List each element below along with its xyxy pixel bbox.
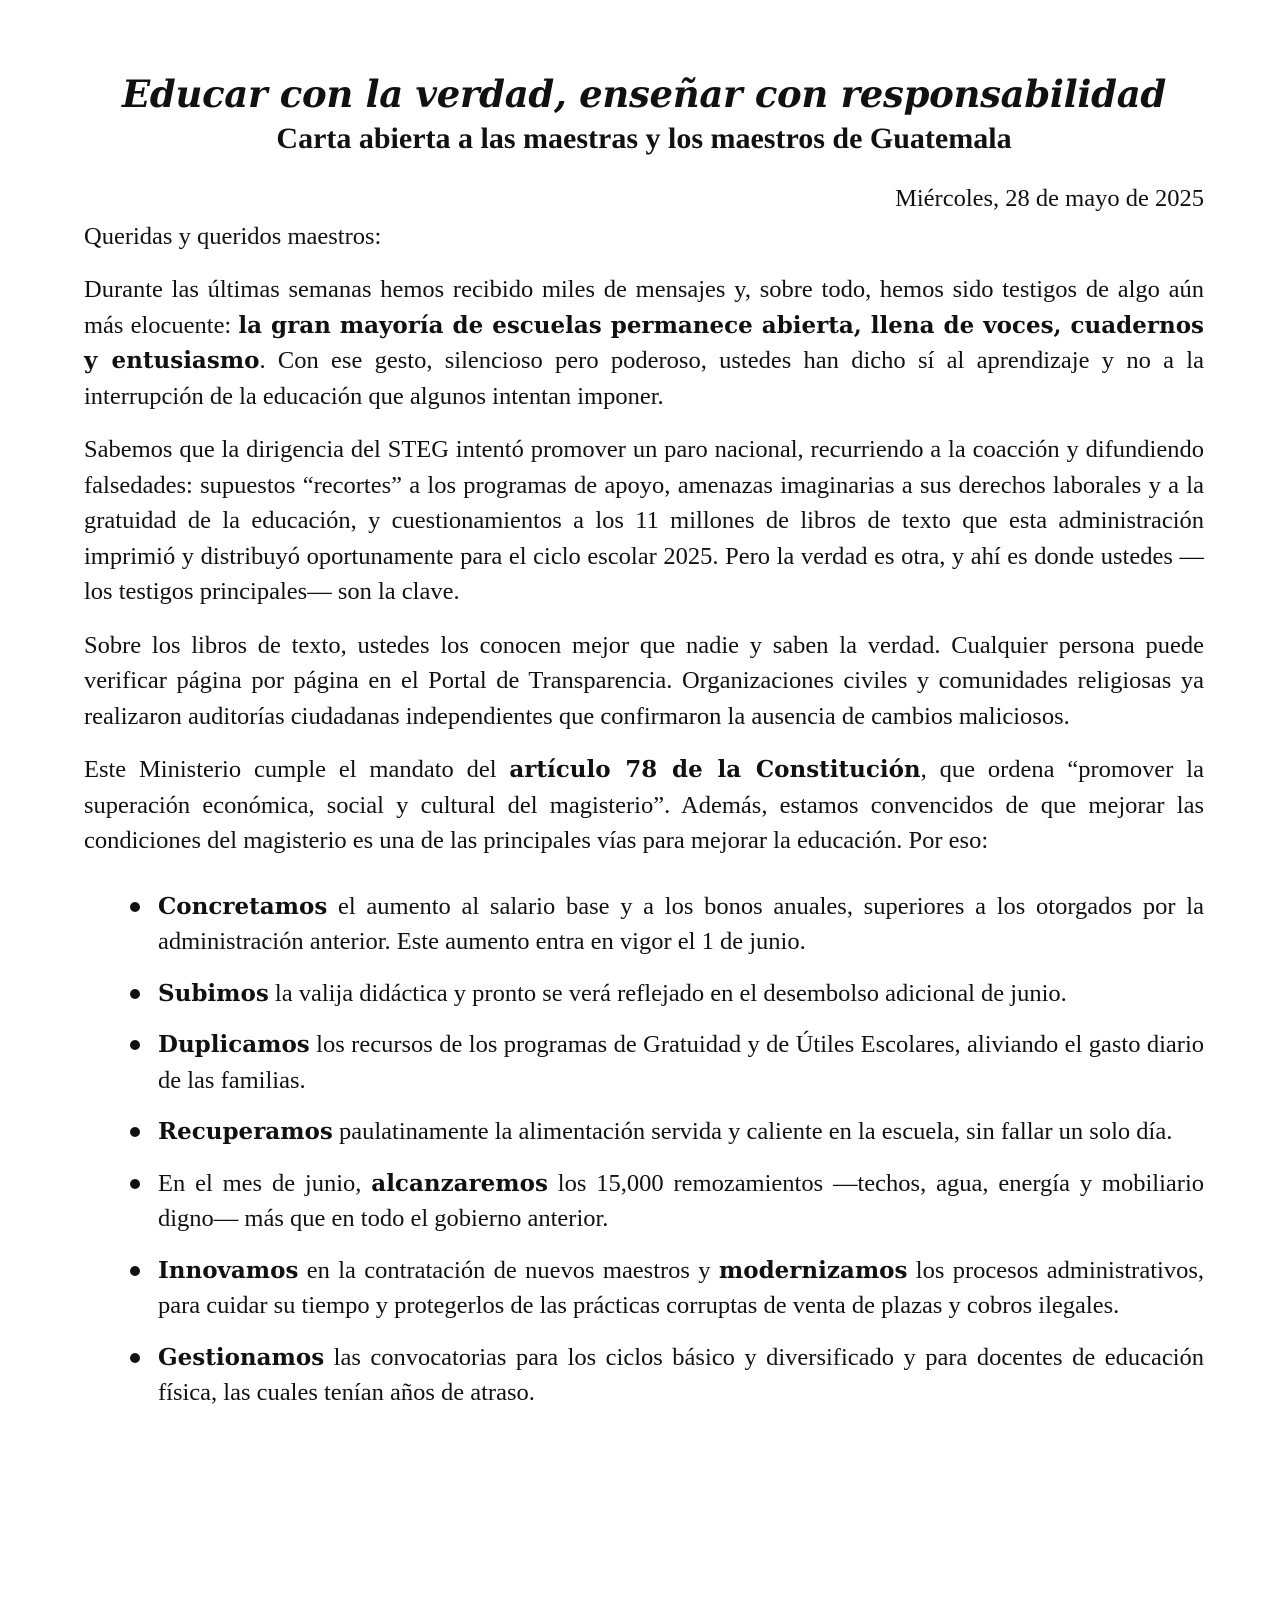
list-item-text: paulatinamente la alimentación servida y caliente en la escuela, sin fallar un solo día. [332, 1118, 1173, 1145]
bullet-dot-icon [130, 1179, 140, 1189]
list-item [84, 1027, 1204, 1098]
list-item [84, 1166, 1204, 1237]
bullet-dot-icon [130, 1266, 140, 1276]
list-item-text: la valija didáctica y pronto se verá reflejado en el desembolso adicional de junio. [268, 979, 1067, 1007]
list-item-middle: en la contratación de nuevos maestros y [298, 1256, 719, 1284]
paragraph-1-text-a: Durante las últimas semanas hemos recibido miles de mensajes y, sobre todo, hemos sido testigos de algo aún más elocuente: [84, 276, 1204, 339]
list-item [84, 976, 1204, 1012]
paragraph-4-text-a: Este Ministerio cumple el mandato del [84, 756, 510, 783]
list-item-keyword: Subimos [158, 979, 269, 1007]
list-item-keyword-2: modernizamos [718, 1256, 908, 1284]
bullet-dot-icon [130, 1040, 140, 1050]
list-item-prefix: En el mes de junio, [158, 1169, 372, 1197]
list-item-text: los recursos de los programas de Gratuidad y de Útiles Escolares, aliviando el gasto diario de las familias. [158, 1031, 1204, 1094]
list-item-text: los procesos administrativos, para cuidar su tiempo y protegerlos de las prácticas corruptas de venta de plazas y cobros ilegales. [158, 1256, 1204, 1319]
paragraph-1-text-c: . Con ese gesto, silencioso pero poderoso, ustedes han dicho sí al aprendizaje y no a la interrupción de la educación que algunos intentan imponer. [84, 347, 1204, 410]
paragraph-1-emphasis: la gran mayoría de escuelas permanece abierta, llena de voces, cuadernos y entusiasmo [84, 311, 1204, 374]
actions-list [84, 889, 1204, 1411]
paragraph-4-emphasis: artículo 78 de la Constitución [509, 756, 921, 783]
list-item [84, 889, 1204, 960]
list-item-keyword: Recuperamos [158, 1118, 333, 1145]
list-item-keyword: Duplicamos [158, 1031, 310, 1058]
list-item-keyword: alcanzaremos [371, 1169, 548, 1197]
letter-page [84, 68, 1204, 1427]
list-item-text: el aumento al salario base y a los bonos anuales, superiores a los otorgados por la administración anterior. Este aumento entra en vigor el 1 de junio. [158, 892, 1204, 955]
list-item-text: las convocatorias para los ciclos básico y diversificado y para docentes de educación física, las cuales tenían años de atraso. [158, 1343, 1204, 1406]
bullet-dot-icon [130, 902, 140, 912]
letter-greeting: Queridas y queridos maestros: [84, 223, 382, 250]
list-item [84, 1253, 1204, 1324]
paragraph-3: Sobre los libros de texto, ustedes los conocen mejor que nadie y saben la verdad. Cualquier persona puede verificar página por página en el Portal de Transparencia. Organizaciones civiles y comunidades religiosas ya realizaron auditorías ciudadanas independientes que confirmaron la ausencia de cambios maliciosos. [84, 631, 1204, 730]
paragraph-4-text-c: , que ordena “promover la superación económica, social y cultural del magisterio”. Además, estamos convencidos de que mejorar las condiciones del magisterio es una de las principales vías para mejorar la educación. Por eso: [84, 756, 1204, 854]
list-item-keyword: Innovamos [158, 1256, 299, 1284]
letter-title: Educar con la verdad, enseñar con responsabilidad [122, 72, 1166, 116]
bullet-dot-icon [130, 1353, 140, 1363]
bullet-dot-icon [130, 989, 140, 999]
bullet-dot-icon [130, 1127, 140, 1137]
paragraph-2: Sabemos que la dirigencia del STEG intentó promover un paro nacional, recurriendo a la coacción y difundiendo falsedades: supuestos “recortes” a los programas de apoyo, amenazas imaginarias a sus derechos laborales y a la gratuidad de la educación, y cuestionamientos a los 11 millones de libros de texto que esta administración imprimió y distribuyó oportunamente para el ciclo escolar 2025. Pero la verdad es otra, y ahí es donde ustedes —los testigos principales— son la clave. [84, 436, 1204, 605]
paragraph-1 [84, 272, 1204, 414]
paragraph-4 [84, 752, 1204, 859]
list-item-keyword: Concretamos [158, 892, 328, 920]
list-item-keyword: Gestionamos [158, 1343, 325, 1371]
letter-date: Miércoles, 28 de mayo de 2025 [895, 185, 1204, 212]
letter-subtitle: Carta abierta a las maestras y los maestros de Guatemala [276, 122, 1012, 155]
list-item-text: los 15,000 remozamientos —techos, agua, energía y mobiliario digno— más que en todo el gobierno anterior. [158, 1169, 1205, 1232]
list-item [84, 1340, 1204, 1411]
list-item [84, 1114, 1204, 1150]
